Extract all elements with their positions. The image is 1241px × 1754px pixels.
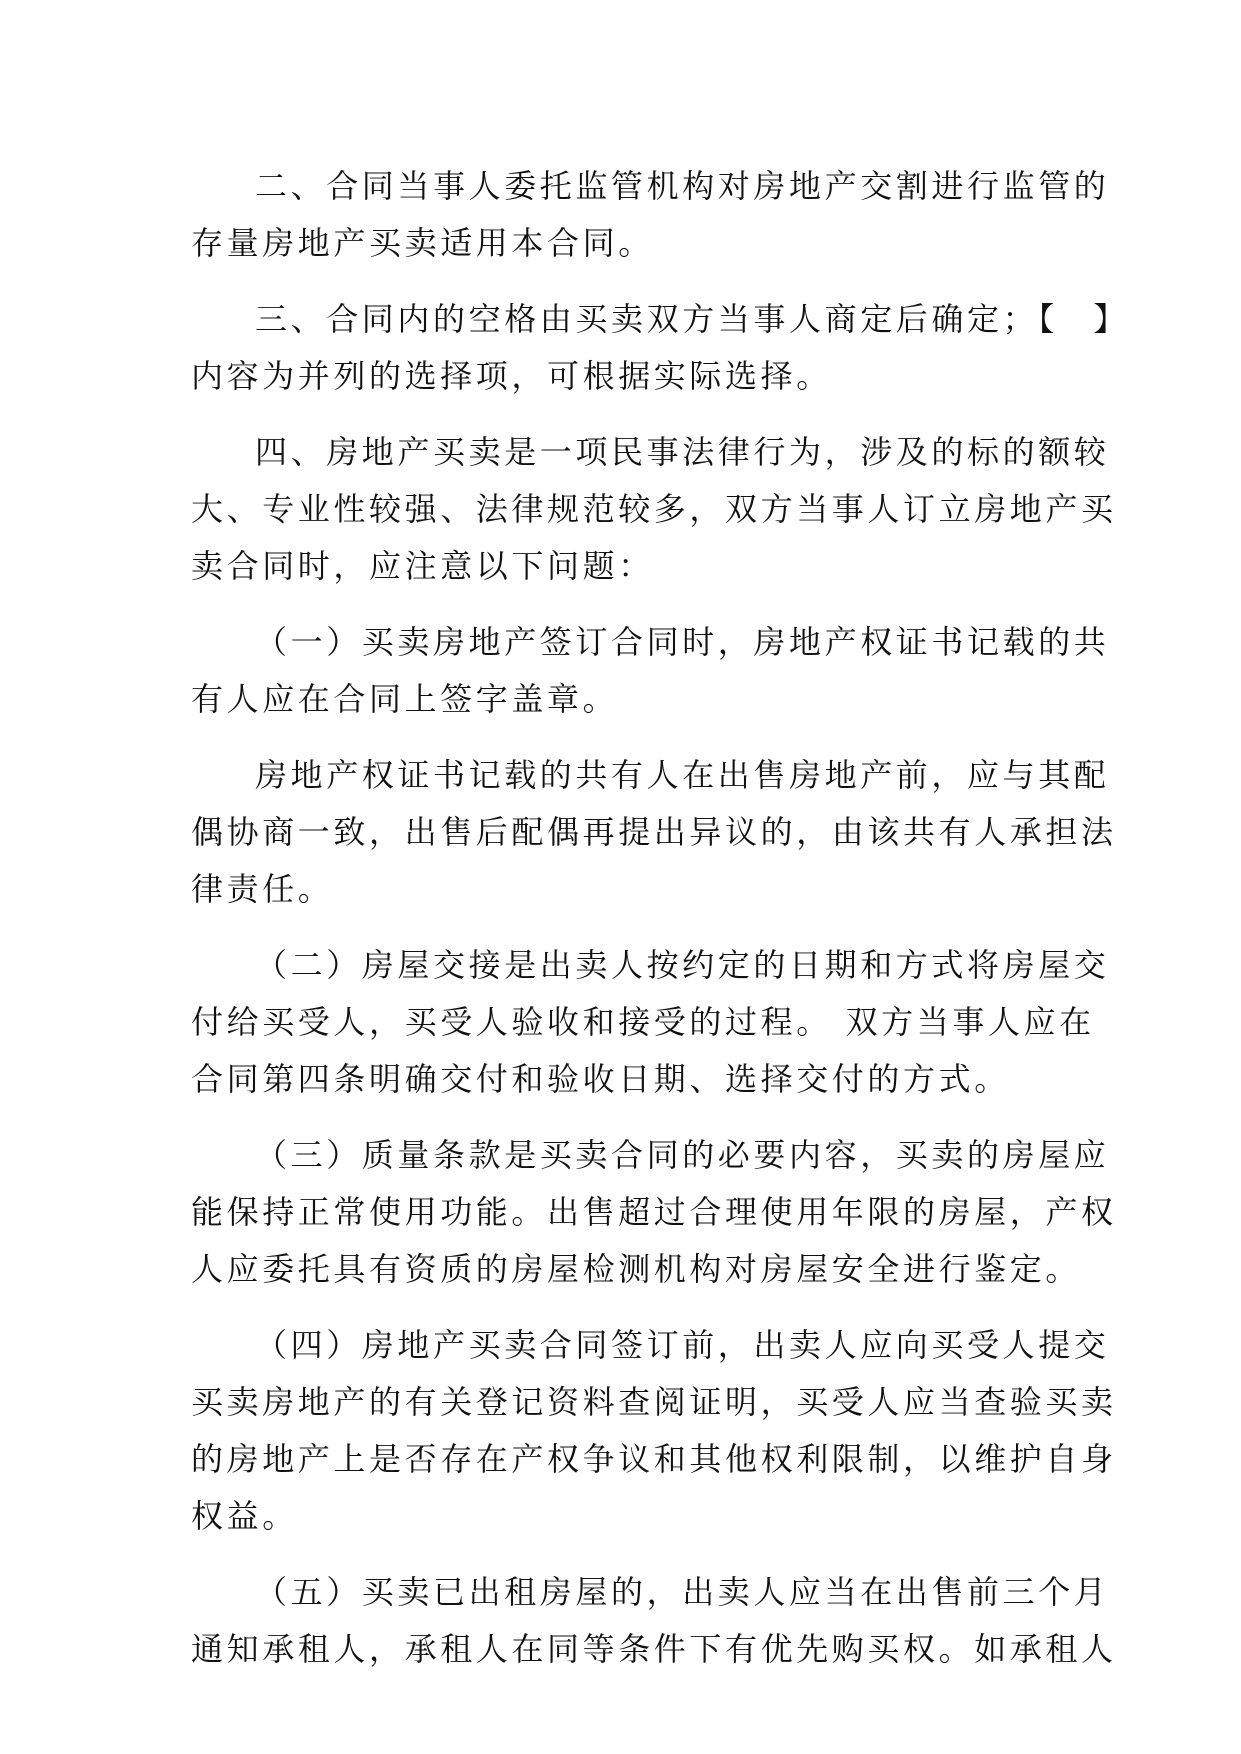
text-line: （五）买卖已出租房屋的，出卖人应当在出售前三个月 [255, 1573, 1110, 1611]
text-line: （二）房屋交接是出卖人按约定的日期和方式将房屋交 [255, 946, 1110, 984]
paragraph-4-1-b [191, 747, 1117, 918]
paragraph-4 [191, 424, 1117, 595]
paragraph-2 [191, 158, 1110, 272]
paragraph-4-2 [191, 937, 1110, 1108]
text-line: 合同第四条明确交付和验收日期、选择交付的方式。 [191, 1060, 1010, 1098]
text-line: 的房地产上是否存在产权争议和其他权利限制，以维护自身 [191, 1440, 1117, 1478]
paragraph-3 [191, 291, 1130, 405]
text-line: 二、合同当事人委托监管机构对房地产交割进行监管的 [255, 167, 1110, 205]
text-line: 存量房地产买卖适用本合同。 [191, 224, 654, 262]
text-line: 权益。 [191, 1497, 298, 1535]
text-line: 三、合同内的空格由买卖双方当事人商定后确定；【 】 [255, 300, 1130, 338]
paragraph-4-3 [191, 1127, 1117, 1298]
document-body [191, 158, 1130, 1678]
text-line: 房地产权证书记载的共有人在出售房地产前，应与其配 [255, 756, 1110, 794]
text-line: 律责任。 [191, 870, 334, 908]
text-line: 通知承租人，承租人在同等条件下有优先购买权。如承租人 [191, 1630, 1117, 1668]
paragraph-4-1 [191, 614, 1110, 728]
text-line: 人应委托具有资质的房屋检测机构对房屋安全进行鉴定。 [191, 1250, 1082, 1288]
text-line: 能保持正常使用功能。出售超过合理使用年限的房屋，产权 [191, 1193, 1117, 1231]
text-line: 大、专业性较强、法律规范较多，双方当事人订立房地产买 [191, 490, 1117, 528]
paragraph-4-4 [191, 1317, 1117, 1545]
text-line: 偶协商一致，出售后配偶再提出异议的，由该共有人承担法 [191, 813, 1117, 851]
text-line: 内容为并列的选择项，可根据实际选择。 [191, 357, 832, 395]
text-line: 四、房地产买卖是一项民事法律行为，涉及的标的额较 [255, 433, 1110, 471]
text-line: 付给买受人，买受人验收和接受的过程。 双方当事人应在 [191, 1003, 1095, 1041]
text-line: 有人应在合同上签字盖章。 [191, 680, 619, 718]
paragraph-4-5 [191, 1564, 1117, 1678]
text-line: 卖合同时，应注意以下问题： [191, 547, 654, 585]
text-line: 买卖房地产的有关登记资料查阅证明，买受人应当查验买卖 [191, 1383, 1117, 1421]
text-line: （一）买卖房地产签订合同时，房地产权证书记载的共 [255, 623, 1110, 661]
text-line: （四）房地产买卖合同签订前，出卖人应向买受人提交 [255, 1326, 1110, 1364]
text-line: （三）质量条款是买卖合同的必要内容，买卖的房屋应 [255, 1136, 1110, 1174]
